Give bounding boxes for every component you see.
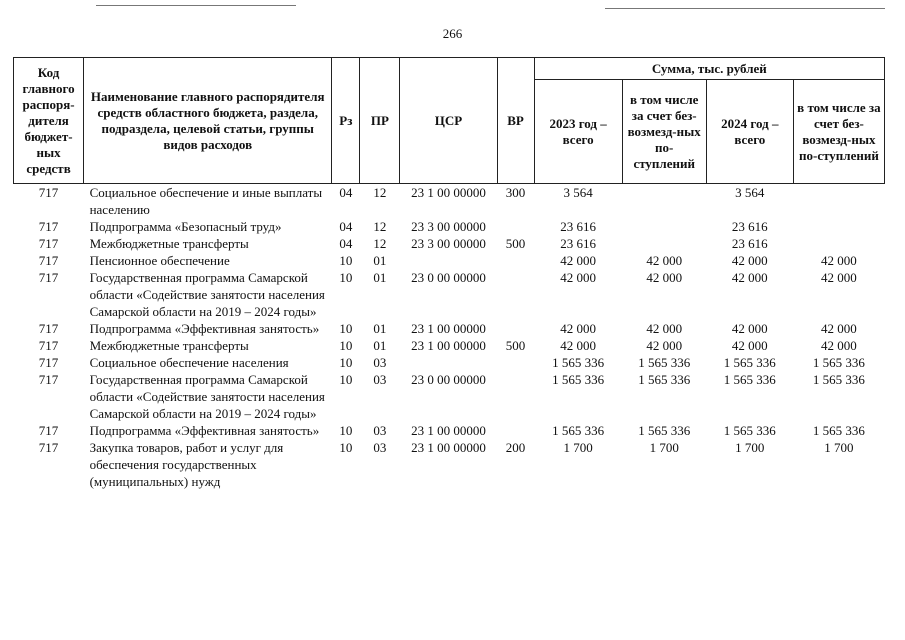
cell-2023-total: 1 565 336 (552, 423, 605, 438)
cell-csr: 23 0 00 00000 (411, 372, 486, 387)
cell-csr: 23 1 00 00000 (411, 440, 486, 455)
cell-rz: 10 (339, 440, 353, 455)
table-row (14, 337, 885, 354)
cell-2023-free: 42 000 (646, 253, 683, 268)
cell-name: Подпрограмма «Безопасный труд» (89, 219, 282, 234)
cell-2023-total: 23 616 (560, 219, 596, 234)
scan-edge-line-right (605, 8, 885, 9)
header-2024-free: в том числе за счет без-возмезд-ных по-ступлений (793, 80, 884, 184)
cell-pr: 01 (373, 270, 387, 285)
cell-vr: 200 (505, 440, 526, 455)
cell-csr: 23 1 00 00000 (411, 321, 486, 336)
cell-code: 717 (38, 423, 59, 438)
cell-2024-free: 42 000 (821, 253, 857, 268)
cell-name: Подпрограмма «Эффективная занятость» (89, 321, 320, 336)
cell-vr (497, 218, 534, 235)
cell-2024-total: 1 565 336 (723, 372, 776, 387)
cell-csr: 23 1 00 00000 (411, 338, 486, 353)
cell-2023-free: 1 700 (649, 440, 679, 455)
cell-pr: 01 (373, 338, 387, 353)
cell-rz: 10 (339, 270, 353, 285)
cell-code: 717 (38, 355, 59, 370)
header-2023-total: 2023 год – всего (534, 80, 622, 184)
cell-2024-total: 42 000 (731, 321, 768, 336)
cell-2024-free: 1 565 336 (812, 355, 865, 370)
cell-2024-free (793, 184, 884, 219)
header-rz: Рз (332, 58, 360, 184)
cell-rz: 10 (339, 253, 353, 268)
table-row (14, 218, 885, 235)
cell-pr: 01 (373, 253, 387, 268)
cell-code: 717 (38, 236, 59, 251)
cell-2024-total: 42 000 (731, 270, 768, 285)
cell-vr: 500 (505, 236, 526, 251)
cell-2023-free (622, 218, 706, 235)
cell-2023-total: 42 000 (560, 270, 596, 285)
table-header (14, 58, 885, 184)
cell-vr: 300 (505, 185, 526, 200)
cell-name: Закупка товаров, работ и услуг для обеспечения государственных (муниципальных) нужд (89, 440, 284, 489)
table-row (14, 184, 885, 219)
cell-rz: 10 (339, 355, 353, 370)
cell-pr: 03 (373, 423, 387, 438)
header-pr: ПР (360, 58, 400, 184)
cell-name: Пенсионное обеспечение (89, 253, 230, 268)
cell-csr: 23 1 00 00000 (411, 423, 486, 438)
table-row (14, 320, 885, 337)
cell-csr: 23 3 00 00000 (411, 219, 486, 234)
cell-2023-free: 42 000 (646, 270, 683, 285)
cell-2024-free (793, 218, 884, 235)
table-row (14, 371, 885, 422)
header-2024-total: 2024 год – всего (706, 80, 793, 184)
cell-csr: 23 3 00 00000 (411, 236, 486, 251)
cell-2024-total: 1 565 336 (723, 423, 776, 438)
table-row (14, 252, 885, 269)
budget-table (13, 57, 885, 490)
cell-pr: 01 (373, 321, 387, 336)
cell-2024-free: 1 565 336 (812, 372, 865, 387)
cell-name: Подпрограмма «Эффективная занятость» (89, 423, 320, 438)
cell-2023-total: 42 000 (560, 253, 596, 268)
table-row (14, 422, 885, 439)
cell-2024-total: 1 700 (735, 440, 765, 455)
header-sum-group: Сумма, тыс. рублей (534, 58, 884, 80)
cell-name: Межбюджетные трансферты (89, 236, 249, 251)
cell-pr: 12 (373, 185, 387, 200)
cell-name: Социальное обеспечение и иные выплаты населению (89, 185, 323, 217)
table-row (14, 269, 885, 320)
cell-2024-total: 3 564 (735, 185, 765, 200)
cell-2023-total: 42 000 (560, 338, 596, 353)
cell-pr: 03 (373, 372, 387, 387)
cell-2024-free: 42 000 (821, 270, 857, 285)
cell-2024-total: 42 000 (731, 253, 768, 268)
header-name: Наименование главного распорядителя средств областного бюджета, раздела, подраздела, целевой статьи, группы видов расходов (84, 58, 332, 184)
cell-pr: 12 (373, 219, 387, 234)
header-2023-free: в том числе за счет без-возмезд-ных по-ступлений (622, 80, 706, 184)
cell-2023-total: 1 565 336 (552, 372, 605, 387)
cell-2023-free: 1 565 336 (638, 355, 691, 370)
cell-rz: 10 (339, 338, 353, 353)
cell-2024-free (793, 235, 884, 252)
cell-rz: 10 (339, 321, 353, 336)
cell-name: Межбюджетные трансферты (89, 338, 249, 353)
cell-csr (400, 354, 497, 371)
page-number: 266 (442, 26, 463, 41)
cell-code: 717 (38, 321, 59, 336)
cell-2024-total: 23 616 (731, 219, 768, 234)
cell-2023-total: 1 565 336 (552, 355, 605, 370)
cell-name: Государственная программа Самарской области «Содействие занятости населения Самарской области на 2019 – 2024 годы» (89, 270, 325, 319)
cell-2023-free: 1 565 336 (638, 423, 691, 438)
cell-code: 717 (38, 185, 59, 200)
header-csr: ЦСР (400, 58, 497, 184)
scan-edge-line-left (96, 5, 296, 6)
cell-csr: 23 1 00 00000 (411, 185, 486, 200)
cell-pr: 12 (373, 236, 387, 251)
table-row (14, 354, 885, 371)
cell-vr (497, 422, 534, 439)
header-code: Код главного распоря-дителя бюджет-ных средств (14, 58, 84, 184)
cell-code: 717 (38, 253, 59, 268)
cell-code: 717 (38, 440, 59, 455)
cell-2024-free: 42 000 (821, 321, 857, 336)
cell-2023-free (622, 184, 706, 219)
cell-2023-total: 23 616 (560, 236, 596, 251)
cell-rz: 04 (339, 219, 353, 234)
cell-2024-total: 1 565 336 (723, 355, 776, 370)
cell-2024-free: 1 700 (824, 440, 854, 455)
cell-2024-free: 42 000 (821, 338, 857, 353)
cell-2023-total: 3 564 (563, 185, 593, 200)
cell-csr (400, 252, 497, 269)
cell-2023-free: 42 000 (646, 338, 683, 353)
cell-rz: 04 (339, 236, 353, 251)
cell-2023-free (622, 235, 706, 252)
cell-vr (497, 354, 534, 371)
table-body (14, 184, 885, 491)
cell-vr (497, 252, 534, 269)
cell-rz: 10 (339, 423, 353, 438)
cell-2023-free: 1 565 336 (638, 372, 691, 387)
table-row (14, 235, 885, 252)
cell-vr (497, 371, 534, 422)
header-vr: ВР (497, 58, 534, 184)
cell-rz: 10 (339, 372, 353, 387)
cell-2024-total: 42 000 (731, 338, 768, 353)
cell-vr (497, 320, 534, 337)
cell-csr: 23 0 00 00000 (411, 270, 486, 285)
cell-vr (497, 269, 534, 320)
cell-2024-total: 23 616 (731, 236, 768, 251)
cell-rz: 04 (339, 185, 353, 200)
cell-name: Государственная программа Самарской области «Содействие занятости населения Самарской области на 2019 – 2024 годы» (89, 372, 325, 421)
cell-code: 717 (38, 219, 59, 234)
cell-name: Социальное обеспечение населения (89, 355, 289, 370)
cell-vr: 500 (505, 338, 526, 353)
cell-code: 717 (38, 372, 59, 387)
cell-2024-free: 1 565 336 (812, 423, 865, 438)
cell-2023-free: 42 000 (646, 321, 683, 336)
cell-2023-total: 42 000 (560, 321, 596, 336)
cell-2023-total: 1 700 (563, 440, 593, 455)
cell-pr: 03 (373, 440, 387, 455)
table-row (14, 439, 885, 490)
cell-code: 717 (38, 338, 59, 353)
cell-code: 717 (38, 270, 59, 285)
cell-pr: 03 (373, 355, 387, 370)
